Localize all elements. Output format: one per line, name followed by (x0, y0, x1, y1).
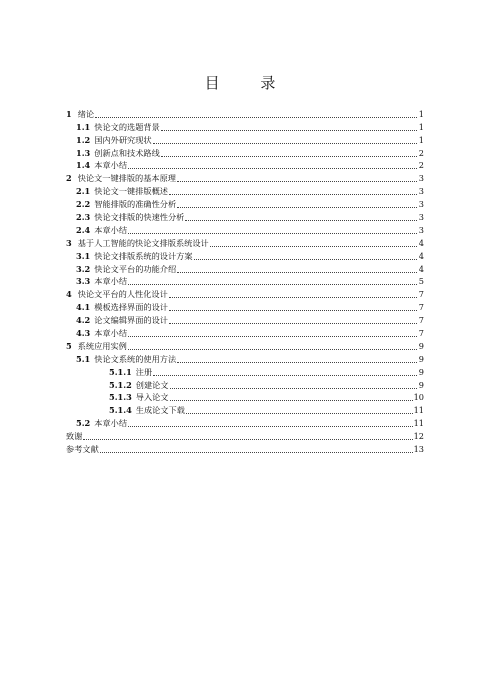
dot-leader (185, 220, 417, 221)
toc-entry-page: 1 (418, 121, 424, 132)
toc-entry-number: 1.1 (76, 121, 91, 132)
toc-entry-page: 11 (413, 418, 424, 429)
dot-leader (177, 207, 417, 208)
toc-entry[interactable] (66, 287, 424, 300)
toc-entry-page: 3 (418, 186, 424, 197)
toc-entry-page: 9 (418, 379, 424, 390)
toc-entry[interactable] (66, 391, 424, 404)
dot-leader (161, 130, 417, 131)
toc-entry-number: 5.1.2 (109, 379, 132, 390)
toc-entry-number: 3 (66, 237, 72, 248)
toc-entry-title: 本章小结 (94, 328, 128, 339)
toc-entry-number: 1.2 (76, 134, 91, 145)
dot-leader (169, 310, 417, 311)
toc-entry-number: 2.2 (76, 199, 91, 210)
dot-leader (128, 426, 413, 427)
toc-entry[interactable] (66, 352, 424, 365)
toc-entry-page: 1 (418, 134, 424, 145)
toc-entry-title: 本章小结 (94, 160, 128, 171)
toc-entry-page: 10 (413, 392, 424, 403)
toc-entry[interactable] (66, 107, 424, 120)
toc-entry-number: 5.1.1 (109, 366, 132, 377)
toc-entry-number: 2.3 (76, 212, 91, 223)
toc-entry-number: 3.3 (76, 276, 91, 287)
toc-entry[interactable] (66, 378, 424, 391)
dot-leader (128, 349, 417, 350)
toc-title: 目 录 (204, 74, 294, 92)
toc-entry-title: 快论文的选题背景 (94, 121, 160, 132)
toc-entry[interactable] (66, 416, 424, 429)
toc-entry-number: 4.1 (76, 302, 91, 313)
toc-entry-title: 快论文平台的人性化设计 (77, 289, 168, 300)
toc-entry-page: 7 (418, 315, 424, 326)
dot-leader (153, 375, 417, 376)
toc-entry[interactable] (66, 146, 424, 159)
toc-entry-page: 3 (418, 199, 424, 210)
toc-entry-title: 创建论文 (135, 379, 169, 390)
dot-leader (169, 194, 417, 195)
toc-entry-title: 致谢 (66, 431, 83, 442)
toc-entry[interactable] (66, 184, 424, 197)
toc-entry[interactable] (66, 403, 424, 416)
toc-entry-title: 生成论文下载 (135, 405, 185, 416)
toc-entry-title: 快论文一键排版的基本原理 (77, 173, 176, 184)
toc-entry-title: 绪论 (77, 108, 95, 119)
toc-entry-title: 本章小结 (94, 224, 128, 235)
toc-entry-title: 论文编辑界面的设计 (94, 315, 168, 326)
toc-entry-title: 快论文系统的使用方法 (94, 353, 177, 364)
toc-entry-title: 快论文一键排版概述 (94, 186, 168, 197)
toc-entry[interactable] (66, 133, 424, 146)
toc-entry-page: 2 (418, 147, 424, 158)
dot-leader (177, 181, 417, 182)
toc-entry[interactable] (66, 326, 424, 339)
toc-entry[interactable] (66, 365, 424, 378)
toc-entry[interactable] (66, 210, 424, 223)
toc-entry[interactable] (66, 223, 424, 236)
toc-entry-number: 3.2 (76, 263, 91, 274)
dot-leader (210, 246, 417, 247)
toc-entry-number: 5.1.3 (109, 392, 132, 403)
toc-entry-page: 9 (418, 340, 424, 351)
toc-entry-title: 快论文排版系统的设计方案 (94, 250, 193, 261)
toc-entry[interactable] (66, 159, 424, 172)
toc-entry-title: 创新点和技术路线 (94, 147, 160, 158)
toc-entry-title: 国内外研究现状 (94, 134, 152, 145)
toc-entry-number: 5.1.4 (109, 405, 132, 416)
toc-entry[interactable] (66, 249, 424, 262)
toc-entry-number: 1.4 (76, 160, 91, 171)
dot-leader (186, 413, 413, 414)
dot-leader (128, 168, 417, 169)
toc-entry-number: 1 (66, 108, 72, 119)
toc-entry-page: 7 (418, 302, 424, 313)
toc-entry-page: 11 (413, 405, 424, 416)
dot-leader (128, 233, 417, 234)
toc-entry-page: 3 (418, 173, 424, 184)
toc-entry-page: 12 (413, 431, 424, 442)
dot-leader (169, 323, 417, 324)
toc-entry-title: 注册 (135, 366, 153, 377)
toc-entry[interactable] (66, 236, 424, 249)
toc-entry-title: 系统应用实例 (77, 340, 127, 351)
toc-entry-number: 2 (66, 173, 72, 184)
toc-entry-page: 4 (418, 237, 424, 248)
toc-entry[interactable] (66, 171, 424, 184)
toc-entry[interactable] (66, 442, 424, 455)
toc-entry-page: 4 (418, 263, 424, 274)
toc-entry-number: 5 (66, 340, 72, 351)
toc-entry-title: 基于人工智能的快论文排版系统设计 (77, 237, 209, 248)
toc-entry[interactable] (66, 262, 424, 275)
toc-entry-page: 3 (418, 212, 424, 223)
toc-entry-page: 7 (418, 289, 424, 300)
toc-entry-title: 导入论文 (135, 392, 169, 403)
dot-leader (100, 452, 413, 453)
toc-entry-title: 参考文献 (66, 444, 99, 455)
toc-entry[interactable] (66, 197, 424, 210)
toc-entry[interactable] (66, 429, 424, 442)
toc-entry-number: 4 (66, 289, 72, 300)
toc-entry-number: 3.1 (76, 250, 91, 261)
toc-entry-title: 快论文排版的快速性分析 (94, 212, 185, 223)
dot-leader (128, 284, 417, 285)
toc-entry-page: 9 (418, 366, 424, 377)
toc-entry-number: 2.4 (76, 224, 91, 235)
toc-entry-page: 13 (413, 444, 424, 455)
toc-entry-page: 7 (418, 328, 424, 339)
toc-entry-number: 4.2 (76, 315, 91, 326)
dot-leader (153, 143, 417, 144)
toc-entry-number: 1.3 (76, 147, 91, 158)
toc-entry[interactable] (66, 275, 424, 288)
toc-entry-number: 4.3 (76, 328, 91, 339)
dot-leader (95, 117, 417, 118)
dot-leader (194, 259, 417, 260)
toc-entry-page: 2 (418, 160, 424, 171)
toc-entry-page: 9 (418, 353, 424, 364)
toc-entry-title: 本章小结 (94, 418, 128, 429)
toc-entry-page: 4 (418, 250, 424, 261)
dot-leader (83, 439, 412, 440)
dot-leader (177, 362, 417, 363)
toc-entry-page: 5 (418, 276, 424, 287)
toc-entry-number: 5.2 (76, 418, 91, 429)
toc-entry-page: 3 (418, 224, 424, 235)
dot-leader (128, 336, 417, 337)
toc-entry-number: 5.1 (76, 353, 91, 364)
toc-entry-title: 本章小结 (94, 276, 128, 287)
table-of-contents (66, 107, 424, 455)
toc-entry[interactable] (66, 339, 424, 352)
dot-leader (169, 297, 417, 298)
toc-entry-title: 智能排版的准确性分析 (94, 199, 177, 210)
dot-leader (161, 156, 417, 157)
toc-entry[interactable] (66, 300, 424, 313)
toc-entry-title: 快论文平台的功能介绍 (94, 263, 177, 274)
toc-entry[interactable] (66, 120, 424, 133)
dot-leader (177, 272, 417, 273)
toc-entry-number: 2.1 (76, 186, 91, 197)
dot-leader (170, 388, 417, 389)
dot-leader (170, 400, 413, 401)
toc-entry-title: 模板选择界面的设计 (94, 302, 168, 313)
toc-entry[interactable] (66, 313, 424, 326)
toc-entry-page: 1 (418, 108, 424, 119)
